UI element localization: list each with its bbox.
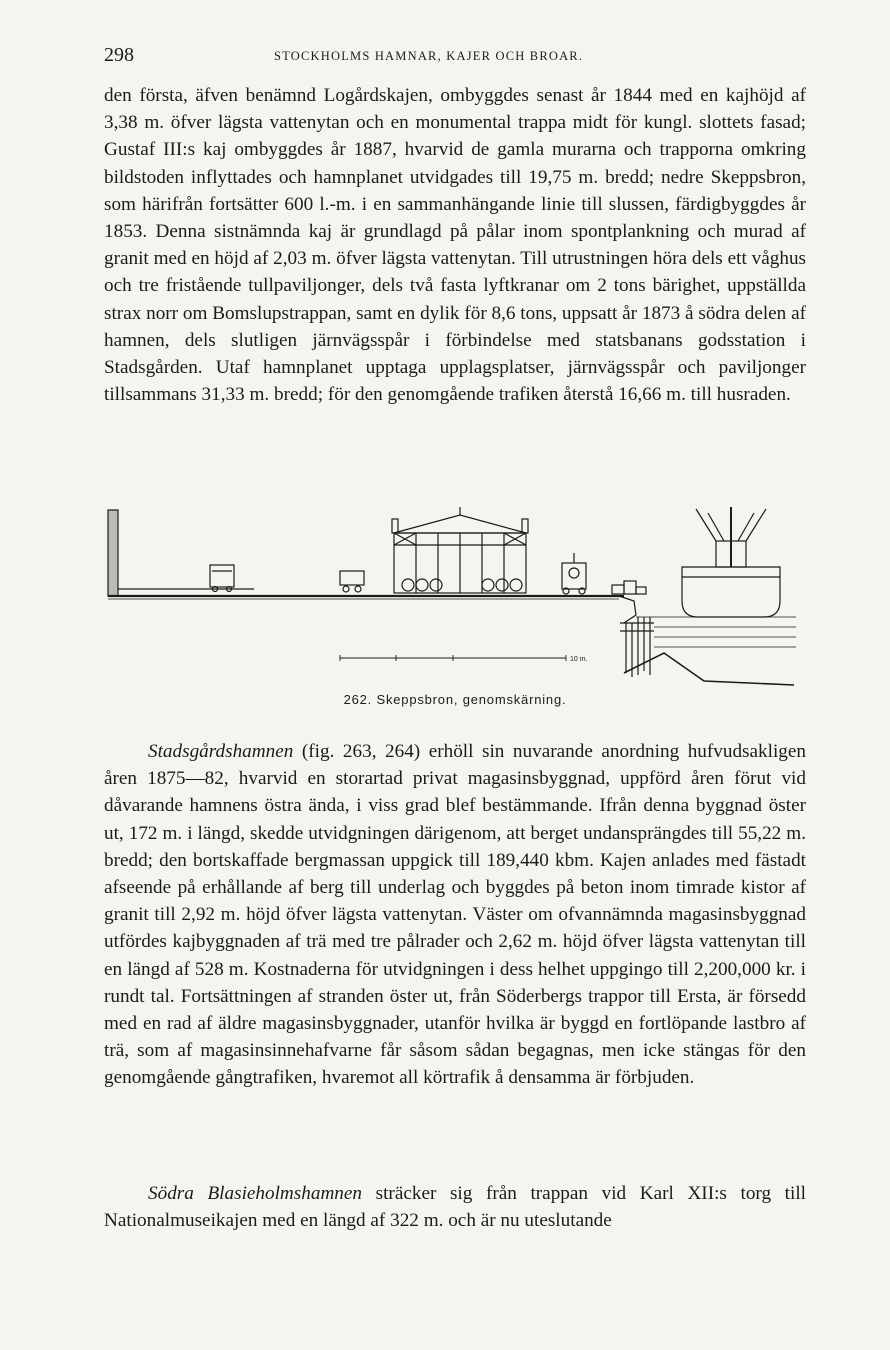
paragraph-1-text: den första, äfven benämnd Logårdskajen, ombyggdes senast år 1844 med en kajhöjd af 3,38 m. öfver lägsta vattenytan och en monumental trappa midt för kungl. slottets fasad; Gustaf III:s kaj ombyggdes år 1887, hvarvid de gamla murarna och trapporna omkring bildstoden inflyttades och hamnplanet utvidgades till 19,75 m. bredd; nedre Skeppsbron, som härifrån fortsätter 600 l.-m. i en sammanhängande linie till slussen, färdigbyggdes år 1853. Denna sistnämnda kaj är grundlagd på pålar inom spontplankning och murad af granit med en höjd af 2,03 m. öfver lägsta vattenytan. Till utrustningen höra dels ett våghus och tre fristående tullpaviljonger, dels två fasta lyftkranar om 2 tons bärighet, uppställda strax norr om Bomslupstrappan, samt en dylik för 8,6 tons, uppsatt år 1873 å södra delen af hamnen, dels slutligen järnvägsspår i förbindelse med statsbanans godsstation i Stadsgården. Utaf hamnplanet upptaga upplagsplatser, järnvägsspår och paviljonger tillsammans 31,33 m. bredd; för den genomgående trafiken återstå 16,66 m. till husraden. <box>104 85 806 406</box>
cart <box>340 571 364 592</box>
scale-label: 10 m. <box>570 656 588 663</box>
paragraph-3-heading: Södra Blasieholmshamnen <box>148 1183 363 1204</box>
paragraph-1 <box>104 82 806 408</box>
paragraph-3-text <box>104 1180 806 1234</box>
figure-caption: 262. Skeppsbron, genomskärning. <box>343 692 567 707</box>
running-title: STOCKHOLMS HAMNAR, KAJER OCH BROAR. <box>274 49 584 63</box>
tram-car <box>210 565 234 592</box>
cargo-pile <box>612 581 646 594</box>
paragraph-2-text <box>104 738 806 1092</box>
water-surface <box>636 617 796 647</box>
paragraph-3 <box>104 1180 806 1234</box>
quay-wall-and-piles <box>619 596 654 677</box>
paragraph-2-body: (fig. 263, 264) erhöll sin nuvarande anordning hufvudsakligen åren 1875—82, hvarvid en storartad privat magasinsbyggnad, uppförd åren förut vid dåvarande hamnens östra ända, i viss grad blef bestämmande. Ifrån denna byggnad öster ut, 172 m. i längd, skedde utvidgningen därigenom, att berget undansprängdes till 55,22 m. bredd; den bortskaffade bergmassan uppgick till 189,440 kbm. Kajen anlades med fästadt afseende på erhållande af berg till underlag och byggdes på beton inom timrade kistor af granit till 2,92 m. höjd öfver lägsta vattenytan. Väster om ofvannämnda magasinsbyggnad utfördes kajbyggnaden af trä med tre pålrader och 2,62 m. höjd öfver lägsta vattenytan till en längd af 528 m. Kostnaderna för utvidgningen i dess helhet uppgingo till 2,200,000 kr. i rundt tal. Fortsättningen af stranden öster ut, från Söderbergs trappor till Ersta, är försedd med en rad af äldre magasinsbyggnader, utanför hvilka är byggd en fortlöpande lastbro af trä, som af magasinsinnehafvarne får såsom sådan begagnas, men icke stängas för den genomgående gångtrafiken, hvaremot all körtrafik å densamma är förbjuden. <box>104 741 806 1089</box>
scale-bar <box>340 655 566 661</box>
crane <box>562 553 586 594</box>
ship <box>682 507 780 617</box>
paragraph-2 <box>104 738 806 1092</box>
figure-cross-section <box>104 505 804 690</box>
skeppsbron-cross-section-drawing <box>104 505 804 690</box>
paragraph-2-heading: Stadsgårdshamnen <box>148 741 294 762</box>
page-number: 298 <box>104 44 134 66</box>
paragraph-3-body: sträcker sig från trappan vid Karl XII:s torg till Nationalmuseikajen med en längd af 322 m. och är nu uteslutande <box>104 1183 806 1232</box>
page-header <box>104 44 806 68</box>
house-wall <box>108 510 118 596</box>
